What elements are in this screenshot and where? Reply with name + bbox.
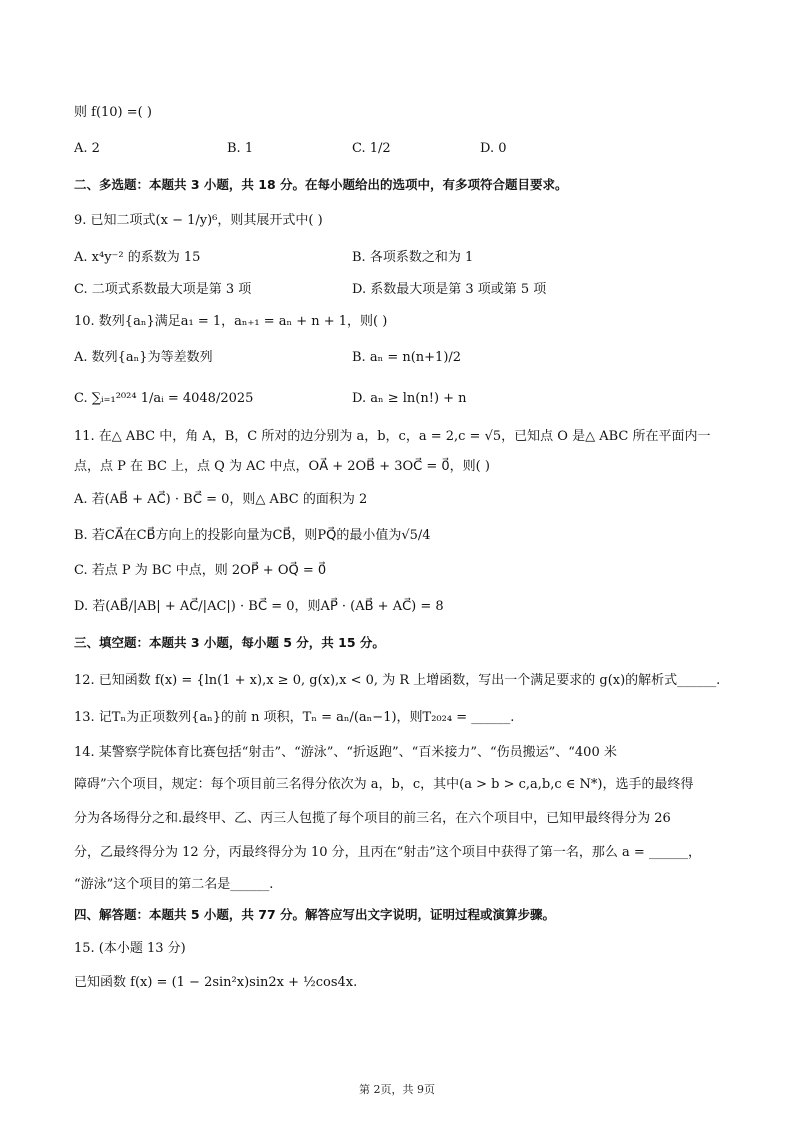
q14-line4: 分，乙最终得分为 12 分，丙最终得分为 10 分，且丙在“射击”这个项目中获得了第一名，那么 a = ______， [74,845,701,860]
option-a: A. 2 [74,141,100,156]
q9-option-d: D. 系数最大项是第 3 项或第 5 项 [352,282,547,297]
q14-line1: 14. 某警察学院体育比赛包括“射击”、“游泳”、“折返跑”、“百米接力”、“伤员搬运”、“400 米 [74,745,617,760]
q15-stem: 已知函数 f(x) = (1 − 2sin²x)sin2x + ½cos4x. [74,975,358,990]
q9-stem: 9. 已知二项式(x − 1/y)⁶，则其展开式中( ) [74,213,323,228]
q11-stem-line2: 点，点 P 在 BC 上，点 Q 为 AC 中点，OA⃗ + 2OB⃗ + 3OC⃗ = 0⃗，则( ) [74,459,490,474]
q11-stem-line1: 11. 在△ ABC 中，角 A，B，C 所对的边分别为 a，b，c，a = 2,c = √5，已知点 O 是△ ABC 所在平面内一 [74,429,711,444]
section-header-multiple-choice: 二、多选题：本题共 3 小题，共 18 分。在每小题给出的选项中，有多项符合题目要求。 [74,177,568,192]
q9-option-a: A. x⁴y⁻² 的系数为 15 [74,250,201,265]
option-d: D. 0 [480,141,507,156]
q12-stem: 12. 已知函数 f(x) = {ln(1 + x),x ≥ 0, g(x),x < 0, 为 R 上增函数，写出一个满足要求的 g(x)的解析式______. [74,673,721,688]
q13-stem: 13. 记Tₙ为正项数列{aₙ}的前 n 项积，Tₙ = aₙ/(aₙ−1)，则T₂₀₂₄ = ______. [74,710,515,725]
q10-option-d: D. aₙ ≥ ln(n!) + n [352,391,467,406]
q9-option-c: C. 二项式系数最大项是第 3 项 [74,282,252,297]
option-b: B. 1 [227,141,254,156]
q10-option-b: B. aₙ = n(n+1)/2 [352,350,462,365]
section-header-solution: 四、解答题：本题共 5 小题，共 77 分。解答应写出文字说明，证明过程或演算步骤。 [74,907,556,922]
q10-stem: 10. 数列{aₙ}满足a₁ = 1，aₙ₊₁ = aₙ + n + 1，则( ) [74,314,388,329]
q11-option-c: C. 若点 P 为 BC 中点，则 2OP⃗ + OQ⃗ = 0⃗ [74,563,327,578]
q9-option-b: B. 各项系数之和为 1 [352,250,474,265]
q11-option-d: D. 若(AB⃗/|AB| + AC⃗/|AC|) · BC⃗ = 0，则AP⃗ · (AB⃗ + AC⃗) = 8 [74,599,444,614]
question-tail: 则 f(10) =( ) [74,105,152,120]
option-c: C. 1/2 [352,141,391,156]
q14-line2: 障碍”六个项目，规定：每个项目前三名得分依次为 a，b，c，其中(a > b > c,a,b,c ∈ N*)，选手的最终得 [74,777,694,792]
q10-option-a: A. 数列{aₙ}为等差数列 [74,350,213,365]
q10-option-c: C. ∑ᵢ₌₁²⁰²⁴ 1/aᵢ = 4048/2025 [74,391,254,406]
q11-option-b: B. 若CA⃗在CB⃗方向上的投影向量为CB⃗，则PQ⃗的最小值为√5/4 [74,528,431,543]
section-header-fill-blank: 三、填空题：本题共 3 小题，每小题 5 分，共 15 分。 [74,635,385,650]
q11-option-a: A. 若(AB⃗ + AC⃗) · BC⃗ = 0，则△ ABC 的面积为 2 [74,492,368,507]
q15-label: 15. (本小题 13 分) [74,941,186,956]
page-footer: 第 2页，共 9页 [359,1083,435,1096]
q14-line5: “游泳”这个项目的第二名是______. [74,877,274,892]
q14-line3: 分为各场得分之和.最终甲、乙、丙三人包揽了每个项目的前三名，在六个项目中，已知甲最终得分为 26 [74,811,671,826]
